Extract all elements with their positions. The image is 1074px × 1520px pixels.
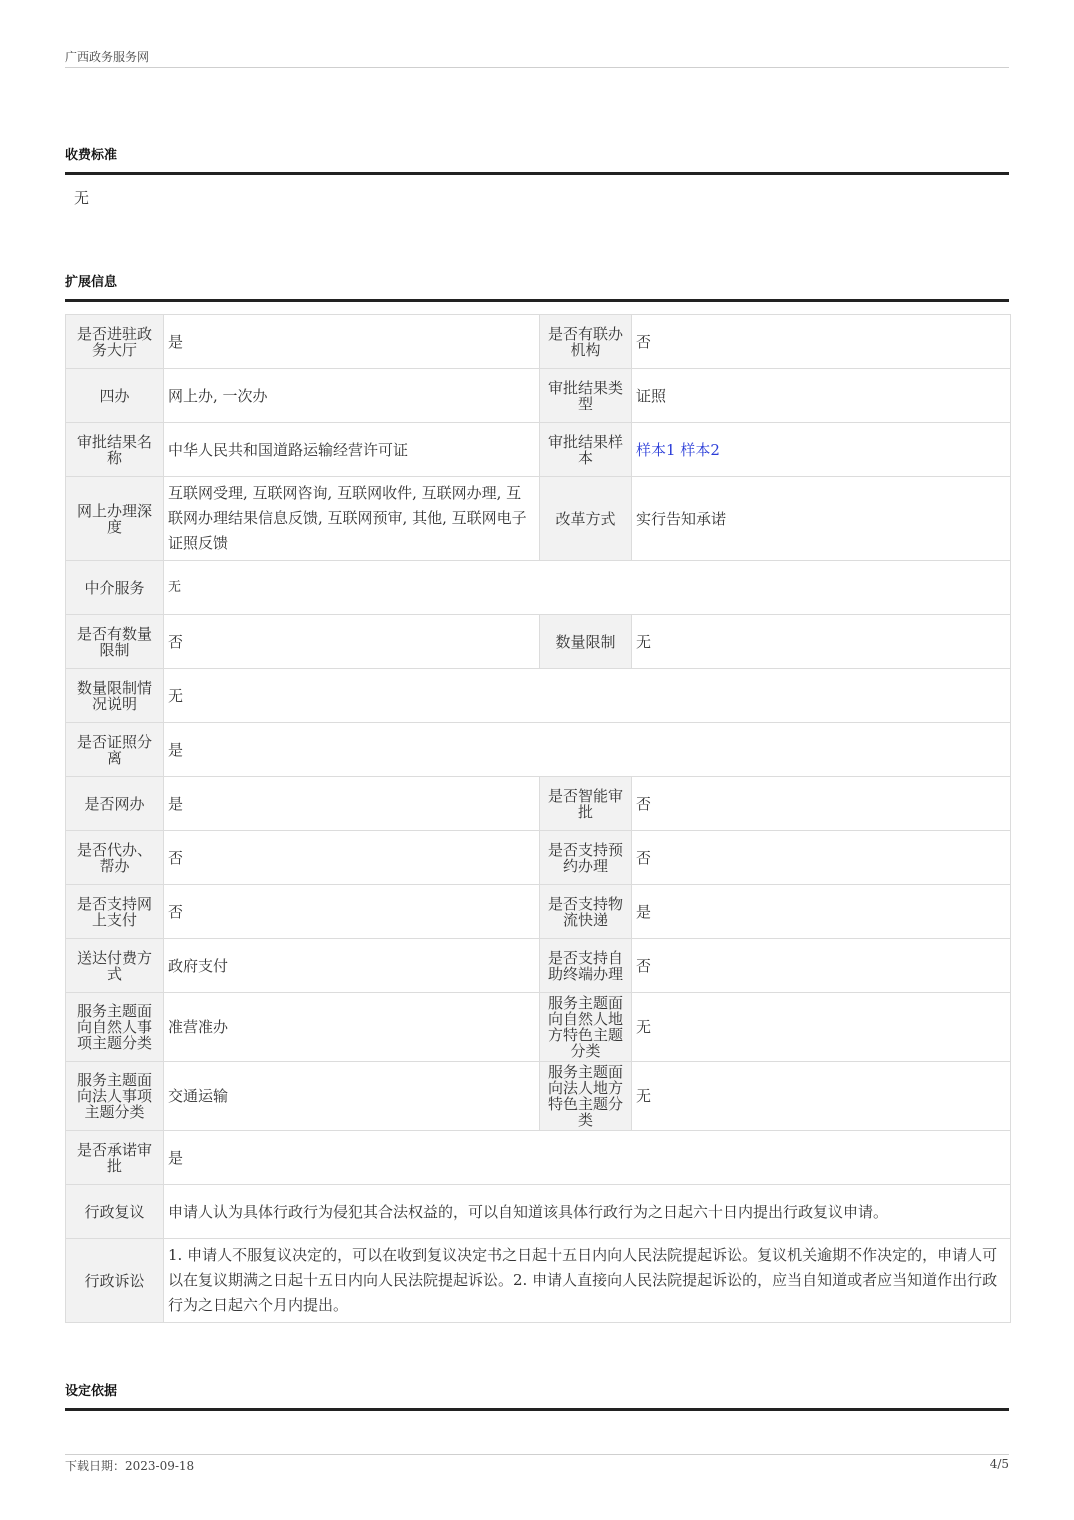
page-footer [65, 1454, 1009, 1474]
field-value: 交通运输 [164, 1062, 540, 1131]
field-label: 是否有联办机构 [540, 315, 632, 369]
field-value: 否 [632, 831, 1011, 885]
site-name: 广西政务服务网 [65, 50, 150, 64]
table-row [66, 993, 1011, 1062]
table-row [66, 885, 1011, 939]
field-value: 互联网受理, 互联网咨询, 互联网收件, 互联网办理, 互联网办理结果信息反馈, 互联网预审, 其他, 互联网电子证照反馈 [164, 477, 540, 561]
field-value: 是 [164, 315, 540, 369]
table-row [66, 315, 1011, 369]
table-row [66, 939, 1011, 993]
table-row [66, 723, 1011, 777]
field-label: 是否承诺审批 [66, 1131, 164, 1185]
table-row [66, 1185, 1011, 1239]
table-row [66, 423, 1011, 477]
field-value: 网上办, 一次办 [164, 369, 540, 423]
extended-section-title: 扩展信息 [65, 271, 1009, 302]
table-row [66, 615, 1011, 669]
field-label: 是否支持物流快递 [540, 885, 632, 939]
table-row [66, 831, 1011, 885]
field-label: 是否有数量限制 [66, 615, 164, 669]
field-value: 否 [632, 777, 1011, 831]
download-date: 下载日期：2023-09-18 [65, 1459, 195, 1473]
table-row [66, 1131, 1011, 1185]
field-label: 是否智能审批 [540, 777, 632, 831]
fee-content: 无 [74, 189, 90, 207]
field-label: 是否网办 [66, 777, 164, 831]
field-value: 否 [164, 615, 540, 669]
sample-1-link[interactable]: 样本1 [636, 440, 676, 459]
table-row [66, 561, 1011, 615]
field-value: 无 [632, 615, 1011, 669]
field-label: 网上办理深度 [66, 477, 164, 561]
field-value: 是 [164, 777, 540, 831]
site-header [65, 48, 1009, 68]
table-row [66, 1239, 1011, 1323]
table-row [66, 669, 1011, 723]
field-label: 审批结果样本 [540, 423, 632, 477]
field-label: 是否支持预约办理 [540, 831, 632, 885]
field-value: 1. 申请人不服复议决定的，可以在收到复议决定书之日起十五日内向人民法院提起诉讼。复议机关逾期不作决定的，申请人可以在复议期满之日起十五日内向人民法院提起诉讼。2. 申请人直接向人民法院提起诉讼的，应当自知道或者应当知道作出行政行为之日起六个月内提出。 [164, 1239, 1011, 1323]
page-number: 4/5 [989, 1457, 1009, 1471]
extended-info-table [65, 314, 1011, 1323]
field-value: 无 [632, 993, 1011, 1062]
basis-section-title: 设定依据 [65, 1380, 1009, 1411]
field-label: 服务主题面向自然人事项主题分类 [66, 993, 164, 1062]
field-value: 实行告知承诺 [632, 477, 1011, 561]
field-value: 无 [632, 1062, 1011, 1131]
field-label: 是否证照分离 [66, 723, 164, 777]
field-label: 四办 [66, 369, 164, 423]
field-label: 行政复议 [66, 1185, 164, 1239]
field-value: 证照 [632, 369, 1011, 423]
field-value: 准营准办 [164, 993, 540, 1062]
field-value: 是 [632, 885, 1011, 939]
field-value: 中华人民共和国道路运输经营许可证 [164, 423, 540, 477]
field-label: 审批结果类型 [540, 369, 632, 423]
field-label: 是否支持自助终端办理 [540, 939, 632, 993]
field-label: 行政诉讼 [66, 1239, 164, 1323]
field-label: 服务主题面向法人地方特色主题分类 [540, 1062, 632, 1131]
fee-section-title: 收费标准 [65, 144, 1009, 175]
field-value: 政府支付 [164, 939, 540, 993]
field-label: 服务主题面向自然人地方特色主题分类 [540, 993, 632, 1062]
table-row [66, 1062, 1011, 1131]
field-value: 否 [164, 885, 540, 939]
field-label: 服务主题面向法人事项主题分类 [66, 1062, 164, 1131]
field-value: 申请人认为具体行政行为侵犯其合法权益的，可以自知道该具体行政行为之日起六十日内提出行政复议申请。 [164, 1185, 1011, 1239]
field-value: 否 [164, 831, 540, 885]
field-label: 是否代办、帮办 [66, 831, 164, 885]
field-value: 是 [164, 1131, 1011, 1185]
field-label: 改革方式 [540, 477, 632, 561]
field-label: 中介服务 [66, 561, 164, 615]
field-label: 是否进驻政务大厅 [66, 315, 164, 369]
field-value: 无 [164, 561, 1011, 615]
table-row [66, 777, 1011, 831]
field-label: 数量限制 [540, 615, 632, 669]
table-row [66, 369, 1011, 423]
field-value: 否 [632, 315, 1011, 369]
field-value: 否 [632, 939, 1011, 993]
field-value: 无 [164, 669, 1011, 723]
field-label: 是否支持网上支付 [66, 885, 164, 939]
field-label: 审批结果名称 [66, 423, 164, 477]
sample-2-link[interactable]: 样本2 [680, 440, 720, 459]
field-value: 是 [164, 723, 1011, 777]
table-row [66, 477, 1011, 561]
result-sample-links [632, 423, 1011, 477]
field-label: 送达付费方式 [66, 939, 164, 993]
field-label: 数量限制情况说明 [66, 669, 164, 723]
